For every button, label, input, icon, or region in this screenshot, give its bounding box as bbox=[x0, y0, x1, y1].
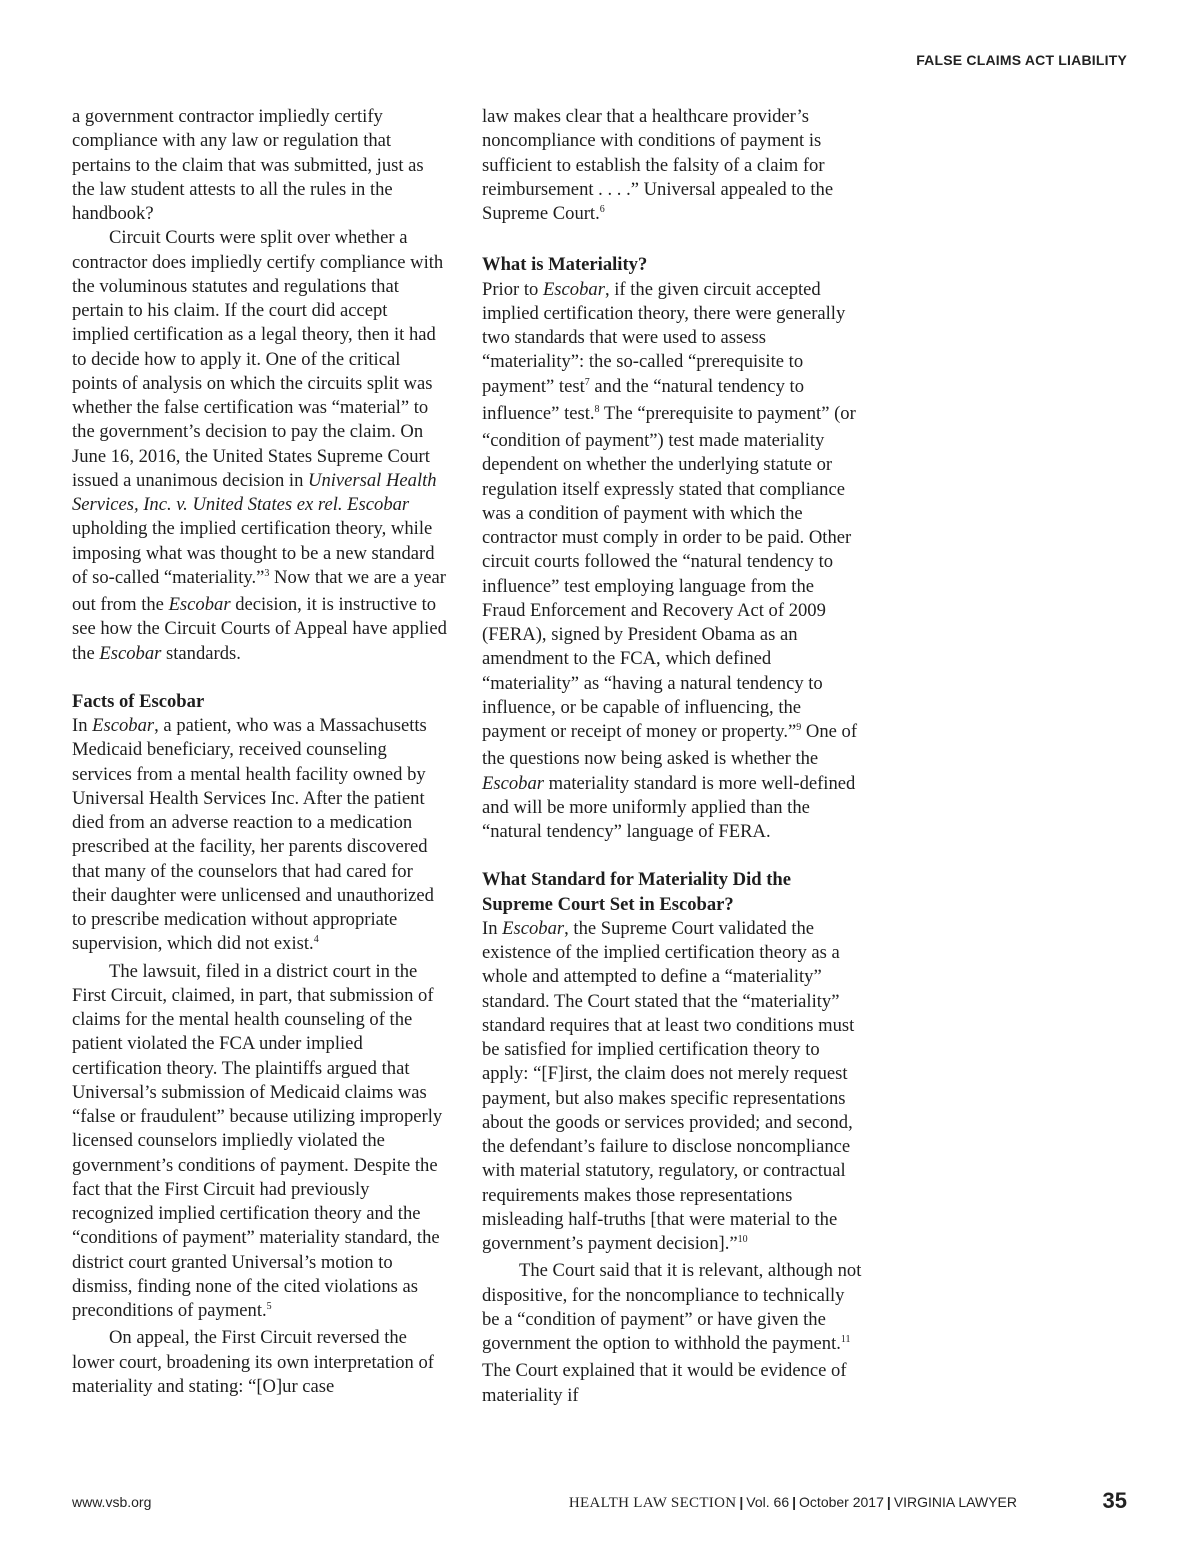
footer-volume: Vol. 66 bbox=[746, 1494, 790, 1510]
footnote-ref: 11 bbox=[840, 1334, 851, 1345]
paragraph: The Court said that it is relevant, although not dispositive, for the noncompliance to technically be a “condition of payment” or have given the government the option to withhold the payment.$^{11}$ The Court explained that it would be evidence of materiality if bbox=[482, 1260, 862, 1406]
paragraph: Prior to Escobar, if the given circuit accepted implied certification theory, there were generally two standards that were used to assess “materiality”: the so-called “prerequisite to payment” test$^7$ and the “natural tendency to influence” test.$^8$ The “prerequisite to payment” (or “condition of payment”) test made materiality dependent on whether the underlying statute or regulation itself expressly stated that compliance was a condition of payment with which the contractor must comply in order to be paid. Other circuit courts followed the “natural tendency to influence” test employing language from the Fraud Enforcement and Recovery Act of 2009 (FERA), signed by President Obama as an amendment to the FCA, which defined “materiality” as “having a natural tendency to influence, or be capable of influencing, the payment or receipt of money or property.”$^9$ One of the questions now being asked is whether the Escobar materiality standard is more well-defined and will be more uniformly applied than the “natural tendency” language of FERA. bbox=[482, 278, 858, 842]
paragraph: Circuit Courts were split over whether a contractor does impliedly certify compliance with the voluminous statutes and regulations that pertain to his claim. If the court did accept implied certification as a legal theory, then it had to decide how to apply it. One of the critical points of analysis on which the circuits split was whether the false certification was “material” to the government’s decision to pay the claim. On June 16, 2016, the United States Supreme Court issued a unanimous decision in Universal Health Services, Inc. v. United States ex rel. Escobar upholding the implied certification theory, while imposing what was thought to be a new standard of so-called “materiality.”$^3$ Now that we are a year out from the Escobar decision, it is instructive to see how the Circuit Courts of Appeal have applied the Escobar standards. bbox=[72, 227, 447, 664]
paragraph: a government contractor impliedly certify compliance with any law or regulation that pertains to the claim that was submitted, just as the law student attests to all the rules in the handbook? bbox=[72, 106, 424, 224]
paragraph: law makes clear that a healthcare provider’s noncompliance with conditions of payment is sufficient to establish the falsity of a claim for reimbursement . . . .” Universal appealed to the Supreme Court.$^6$ bbox=[482, 106, 834, 224]
footer-separator: | bbox=[886, 1494, 891, 1510]
footnote-ref: 10 bbox=[737, 1234, 748, 1245]
paragraph: In Escobar, a patient, who was a Massachusetts Medicaid beneficiary, received counseling services from a mental health facility owned by Universal Health Services Inc. After the patient died from an adverse reaction to a medication prescribed at the facility, her parents discovered that many of the counselors that had cared for their daughter were unlicensed and unauthorized to prescribe medication without appropriate supervision, which did not exist.$^4$ bbox=[72, 715, 434, 955]
footnote-ref: 3 bbox=[264, 567, 270, 579]
page-number: 35 bbox=[1102, 1488, 1127, 1513]
footer-magazine: VIRGINIA LAWYER bbox=[893, 1494, 1017, 1510]
footer-separator: | bbox=[792, 1494, 797, 1510]
right-column bbox=[482, 105, 862, 1408]
footer-section-name: HEALTH LAW SECTION bbox=[568, 1495, 737, 1511]
paragraph: In Escobar, the Supreme Court validated the existence of the implied certification theory as a whole and attempted to define a “materiality” standard. The Court stated that the “materiality” standard requires that at least two conditions must be satisfied for implied certification theory to apply: “[F]irst, the claim does not merely request payment, but also makes specific representations about the goods or services provided; and second, the defendant’s failure to disclose noncompliance with material statutory, regulatory, or contractual requirements makes those representations misleading half-truths [that were material to the government’s payment decision].”$^{10}$ bbox=[482, 917, 855, 1254]
footnote-ref: 8 bbox=[594, 403, 600, 415]
footnote-ref: 7 bbox=[584, 376, 590, 388]
case-citation: Universal Health Services, Inc. v. United States ex rel. Escobar bbox=[72, 469, 437, 515]
footnote-ref: 6 bbox=[599, 204, 605, 215]
footnote-ref: 4 bbox=[313, 934, 319, 946]
running-head: FALSE CLAIMS ACT LIABILITY bbox=[916, 52, 1127, 68]
footnote-ref: 5 bbox=[266, 1301, 272, 1312]
footer-date: October 2017 bbox=[799, 1494, 884, 1510]
footer-url-link[interactable]: www.vsb.org bbox=[72, 1494, 152, 1510]
section-heading: What is Materiality? bbox=[482, 254, 648, 276]
footer-separator: | bbox=[739, 1494, 744, 1510]
paragraph: On appeal, the First Circuit reversed the lower court, broadening its own interpretation of materiality and stating: “[O]ur case bbox=[72, 1327, 434, 1397]
footnote-ref: 9 bbox=[796, 722, 802, 733]
left-column bbox=[72, 105, 448, 1399]
paragraph: The lawsuit, filed in a district court in the First Circuit, claimed, in part, that submission of claims for the mental health counseling of the patient violated the FCA under implied certification theory. The plaintiffs argued that Universal’s submission of Medicaid claims was “false or fraudulent” because utilizing improperly licensed counselors impliedly violated the government’s conditions of payment. Despite the fact that the First Circuit had previously recognized implied certification theory and the “conditions of payment” materiality standard, the district court granted Universal’s motion to dismiss, finding none of the cited violations as preconditions of payment.$^5$ bbox=[72, 960, 443, 1321]
section-heading: What Standard for Materiality Did the Supreme Court Set in Escobar? bbox=[482, 869, 792, 915]
section-heading: Facts of Escobar bbox=[72, 690, 205, 712]
footer-publication-info bbox=[569, 1494, 1017, 1512]
